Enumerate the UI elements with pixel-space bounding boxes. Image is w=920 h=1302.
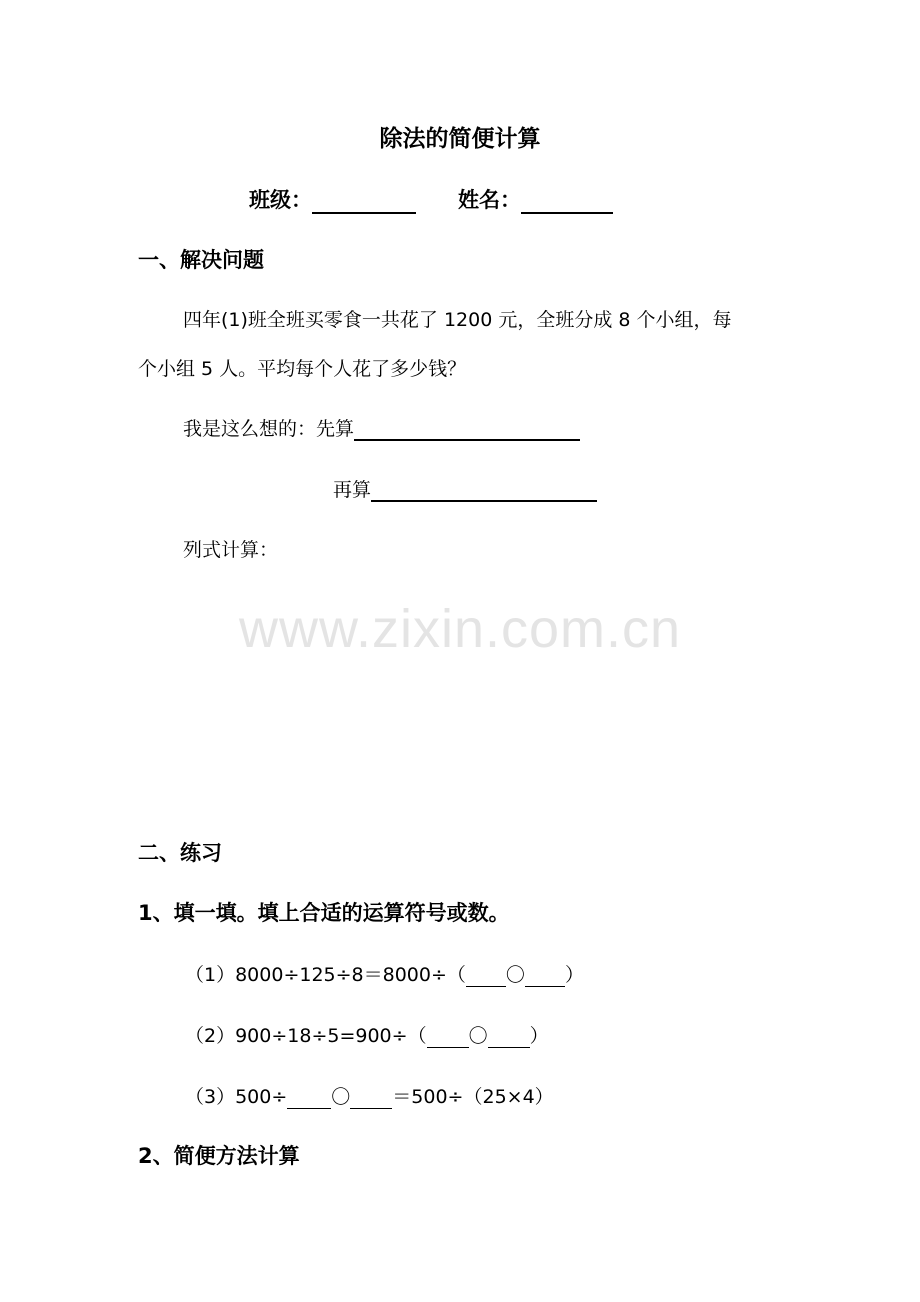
- fill-item-2-prefix: （2）900÷18÷5=900÷（: [185, 1025, 427, 1047]
- name-label: 姓名：: [458, 188, 521, 212]
- fill-item-3-blank-a[interactable]: [287, 1088, 331, 1109]
- think-row: [183, 414, 580, 441]
- fill-item-3: [185, 1082, 554, 1109]
- fill-item-1-suffix: ）: [564, 964, 584, 986]
- think-label: 我是这么想的：先算: [183, 418, 355, 440]
- operator-circle[interactable]: 〇: [505, 964, 525, 986]
- question2-title: 2、简便方法计算: [138, 1144, 300, 1168]
- then-label: 再算: [333, 479, 372, 501]
- question1-title: 1、填一填。填上合适的运算符号或数。: [138, 901, 510, 925]
- name-blank[interactable]: [521, 190, 613, 214]
- section2-heading: 二、练习: [138, 841, 222, 865]
- fill-item-3-suffix: ＝500÷（25×4）: [392, 1086, 554, 1108]
- fill-item-1-prefix: （1）8000÷125÷8＝8000÷（: [185, 964, 466, 986]
- then-row: [333, 475, 597, 502]
- page-title: 除法的简便计算: [379, 126, 541, 152]
- operator-circle[interactable]: 〇: [468, 1025, 488, 1047]
- name-field: [458, 184, 613, 214]
- first-step-blank[interactable]: [354, 417, 580, 441]
- section1-heading: 一、解决问题: [138, 248, 264, 272]
- fill-item-2-suffix: ）: [529, 1025, 549, 1047]
- second-step-blank[interactable]: [371, 478, 597, 502]
- fill-item-2: [185, 1021, 549, 1048]
- operator-circle[interactable]: 〇: [331, 1086, 351, 1108]
- problem-line-1: 四年(1)班全班买零食一共花了 1200 元，全班分成 8 个小组，每: [183, 309, 732, 331]
- class-label: 班级：: [249, 188, 312, 212]
- fill-item-2-blank-b[interactable]: [488, 1027, 530, 1048]
- fill-item-3-prefix: （3）500÷: [185, 1086, 288, 1108]
- class-field: [249, 184, 416, 214]
- fill-item-3-blank-b[interactable]: [350, 1088, 392, 1109]
- fill-item-1: [185, 960, 584, 987]
- class-blank[interactable]: [312, 190, 416, 214]
- fill-item-1-blank-b[interactable]: [525, 966, 565, 987]
- problem-line-2: 个小组 5 人。平均每个人花了多少钱？: [138, 358, 467, 380]
- fill-item-2-blank-a[interactable]: [427, 1027, 469, 1048]
- fill-item-1-blank-a[interactable]: [466, 966, 506, 987]
- watermark: www.zixin.com.cn: [238, 599, 682, 659]
- formula-label: 列式计算：: [183, 539, 279, 561]
